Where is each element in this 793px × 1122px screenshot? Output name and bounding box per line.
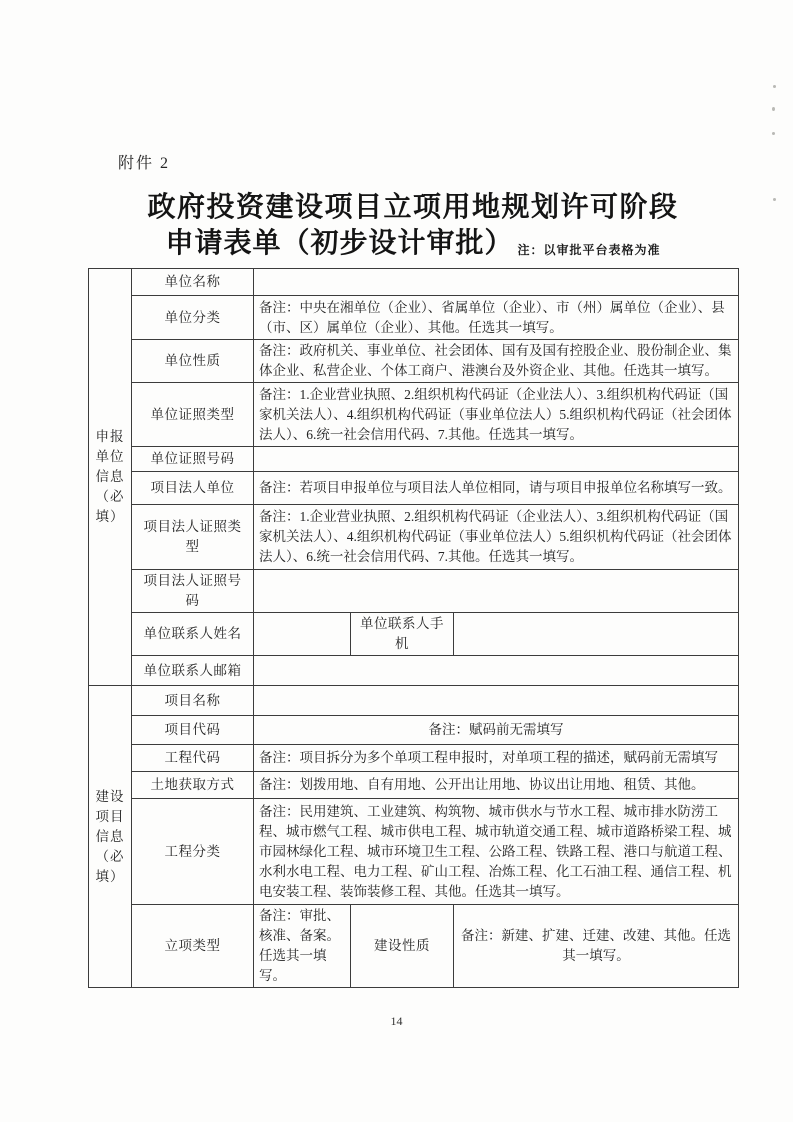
section-label-project: 建设项目信息（必填） (89, 686, 132, 988)
note-project-code: 备注：赋码前无需填写 (254, 716, 739, 745)
scan-speck (773, 85, 776, 88)
table-row (89, 447, 739, 472)
table-row (89, 716, 739, 745)
value-cell-project-name (254, 686, 739, 716)
table-row (89, 772, 739, 799)
field-label-unit-name: 单位名称 (132, 269, 254, 296)
document-title-line2 (88, 226, 738, 268)
table-row (89, 656, 739, 686)
field-label-engineering-code: 工程代码 (132, 745, 254, 772)
field-label-unit-license-type: 单位证照类型 (132, 383, 254, 447)
note-legal-license-type: 备注：1.企业营业执照、2.组织机构代码证（企业法人）、3.组织机构代码证（国家机关法人）、4.组织机构代码证（事业单位法人）5.组织机构代码证（社会团体法人）、6.统一社会信用代码、7.其他。任选其一填写。 (254, 505, 739, 570)
note-construction-nature: 备注：新建、扩建、迁建、改建、其他。任选其一填写。 (454, 905, 739, 988)
note-legal-unit: 备注：若项目申报单位与项目法人单位相同，请与项目申报单位名称填写一致。 (254, 472, 739, 505)
application-form-table (88, 268, 739, 988)
table-row (89, 905, 739, 988)
field-label-contact-email: 单位联系人邮箱 (132, 656, 254, 686)
note-engineering-code: 备注：项目拆分为多个单项工程申报时，对单项工程的描述，赋码前无需填写 (254, 745, 739, 772)
note-engineering-category: 备注：民用建筑、工业建筑、构筑物、城市供水与节水工程、城市排水防涝工程、城市燃气工程、城市供电工程、城市轨道交通工程、城市道路桥梁工程、城市园林绿化工程、城市环境卫生工程、公路工程、铁路工程、港口与航道工程、水利水电工程、电力工程、矿山工程、冶炼工程、化工石油工程、通信工程、机电安装工程、装饰装修工程、其他。任选其一填写。 (254, 799, 739, 905)
table-row (89, 383, 739, 447)
note-unit-nature: 备注：政府机关、事业单位、社会团体、国有及国有控股企业、股份制企业、集体企业、私营企业、个体工商户、港澳台及外资企业、其他。任选其一填写。 (254, 340, 739, 383)
field-label-unit-license-number: 单位证照号码 (132, 447, 254, 472)
value-cell-unit-license-number (254, 447, 739, 472)
field-label-legal-license-number: 项目法人证照号码 (132, 570, 254, 613)
field-label-land-acquisition: 土地获取方式 (132, 772, 254, 799)
table-row (89, 472, 739, 505)
page-number: 14 (390, 1014, 403, 1028)
field-label-legal-unit: 项目法人单位 (132, 472, 254, 505)
scan-speck (772, 132, 775, 135)
field-label-contact-name: 单位联系人姓名 (132, 613, 254, 656)
table-row (89, 296, 739, 340)
value-cell-contact-email (254, 656, 739, 686)
value-cell-unit-name (254, 269, 739, 296)
field-label-legal-license-type: 项目法人证照类型 (132, 505, 254, 570)
table-row (89, 505, 739, 570)
table-row (89, 340, 739, 383)
document-title-line1: 政府投资建设项目立项用地规划许可阶段 (147, 192, 679, 223)
field-label-project-name: 项目名称 (132, 686, 254, 716)
table-row (89, 745, 739, 772)
field-label-contact-mobile: 单位联系人手机 (351, 613, 454, 656)
title-line2-text: 申请表单（初步设计审批） (165, 228, 514, 259)
note-approval-type: 备注：审批、核准、备案。任选其一填写。 (254, 905, 351, 988)
note-unit-license-type: 备注：1.企业营业执照、2.组织机构代码证（企业法人）、3.组织机构代码证（国家机关法人）、4.组织机构代码证（事业单位法人）5.组织机构代码证（社会团体法人）、6.统一社会信用代码、7.其他。任选其一填写。 (254, 383, 739, 447)
field-label-project-code: 项目代码 (132, 716, 254, 745)
table-row (89, 570, 739, 613)
scan-speck (772, 107, 775, 111)
note-land-acquisition: 备注：划拨用地、自有用地、公开出让用地、协议出让用地、租赁、其他。 (254, 772, 739, 799)
document-title (88, 190, 738, 268)
field-label-approval-type: 立项类型 (132, 905, 254, 988)
field-label-unit-category: 单位分类 (132, 296, 254, 340)
title-note: 注：以审批平台表格为准 (517, 243, 661, 257)
note-unit-category: 备注：中央在湘单位（企业）、省属单位（企业）、市（州）属单位（企业）、县（市、区）属单位（企业）、其他。任选其一填写。 (254, 296, 739, 340)
field-label-construction-nature: 建设性质 (351, 905, 454, 988)
table-row (89, 269, 739, 296)
table-row (89, 613, 739, 656)
value-cell-legal-license-number (254, 570, 739, 613)
field-label-unit-nature: 单位性质 (132, 340, 254, 383)
section-label-applicant: 申报单位信息（必填） (89, 269, 132, 686)
field-label-engineering-category: 工程分类 (132, 799, 254, 905)
attachment-label: 附件 2 (118, 155, 171, 172)
value-cell-contact-mobile (454, 613, 739, 656)
table-row (89, 799, 739, 905)
table-row (89, 686, 739, 716)
scan-speck (773, 198, 776, 201)
value-cell-contact-name (254, 613, 351, 656)
